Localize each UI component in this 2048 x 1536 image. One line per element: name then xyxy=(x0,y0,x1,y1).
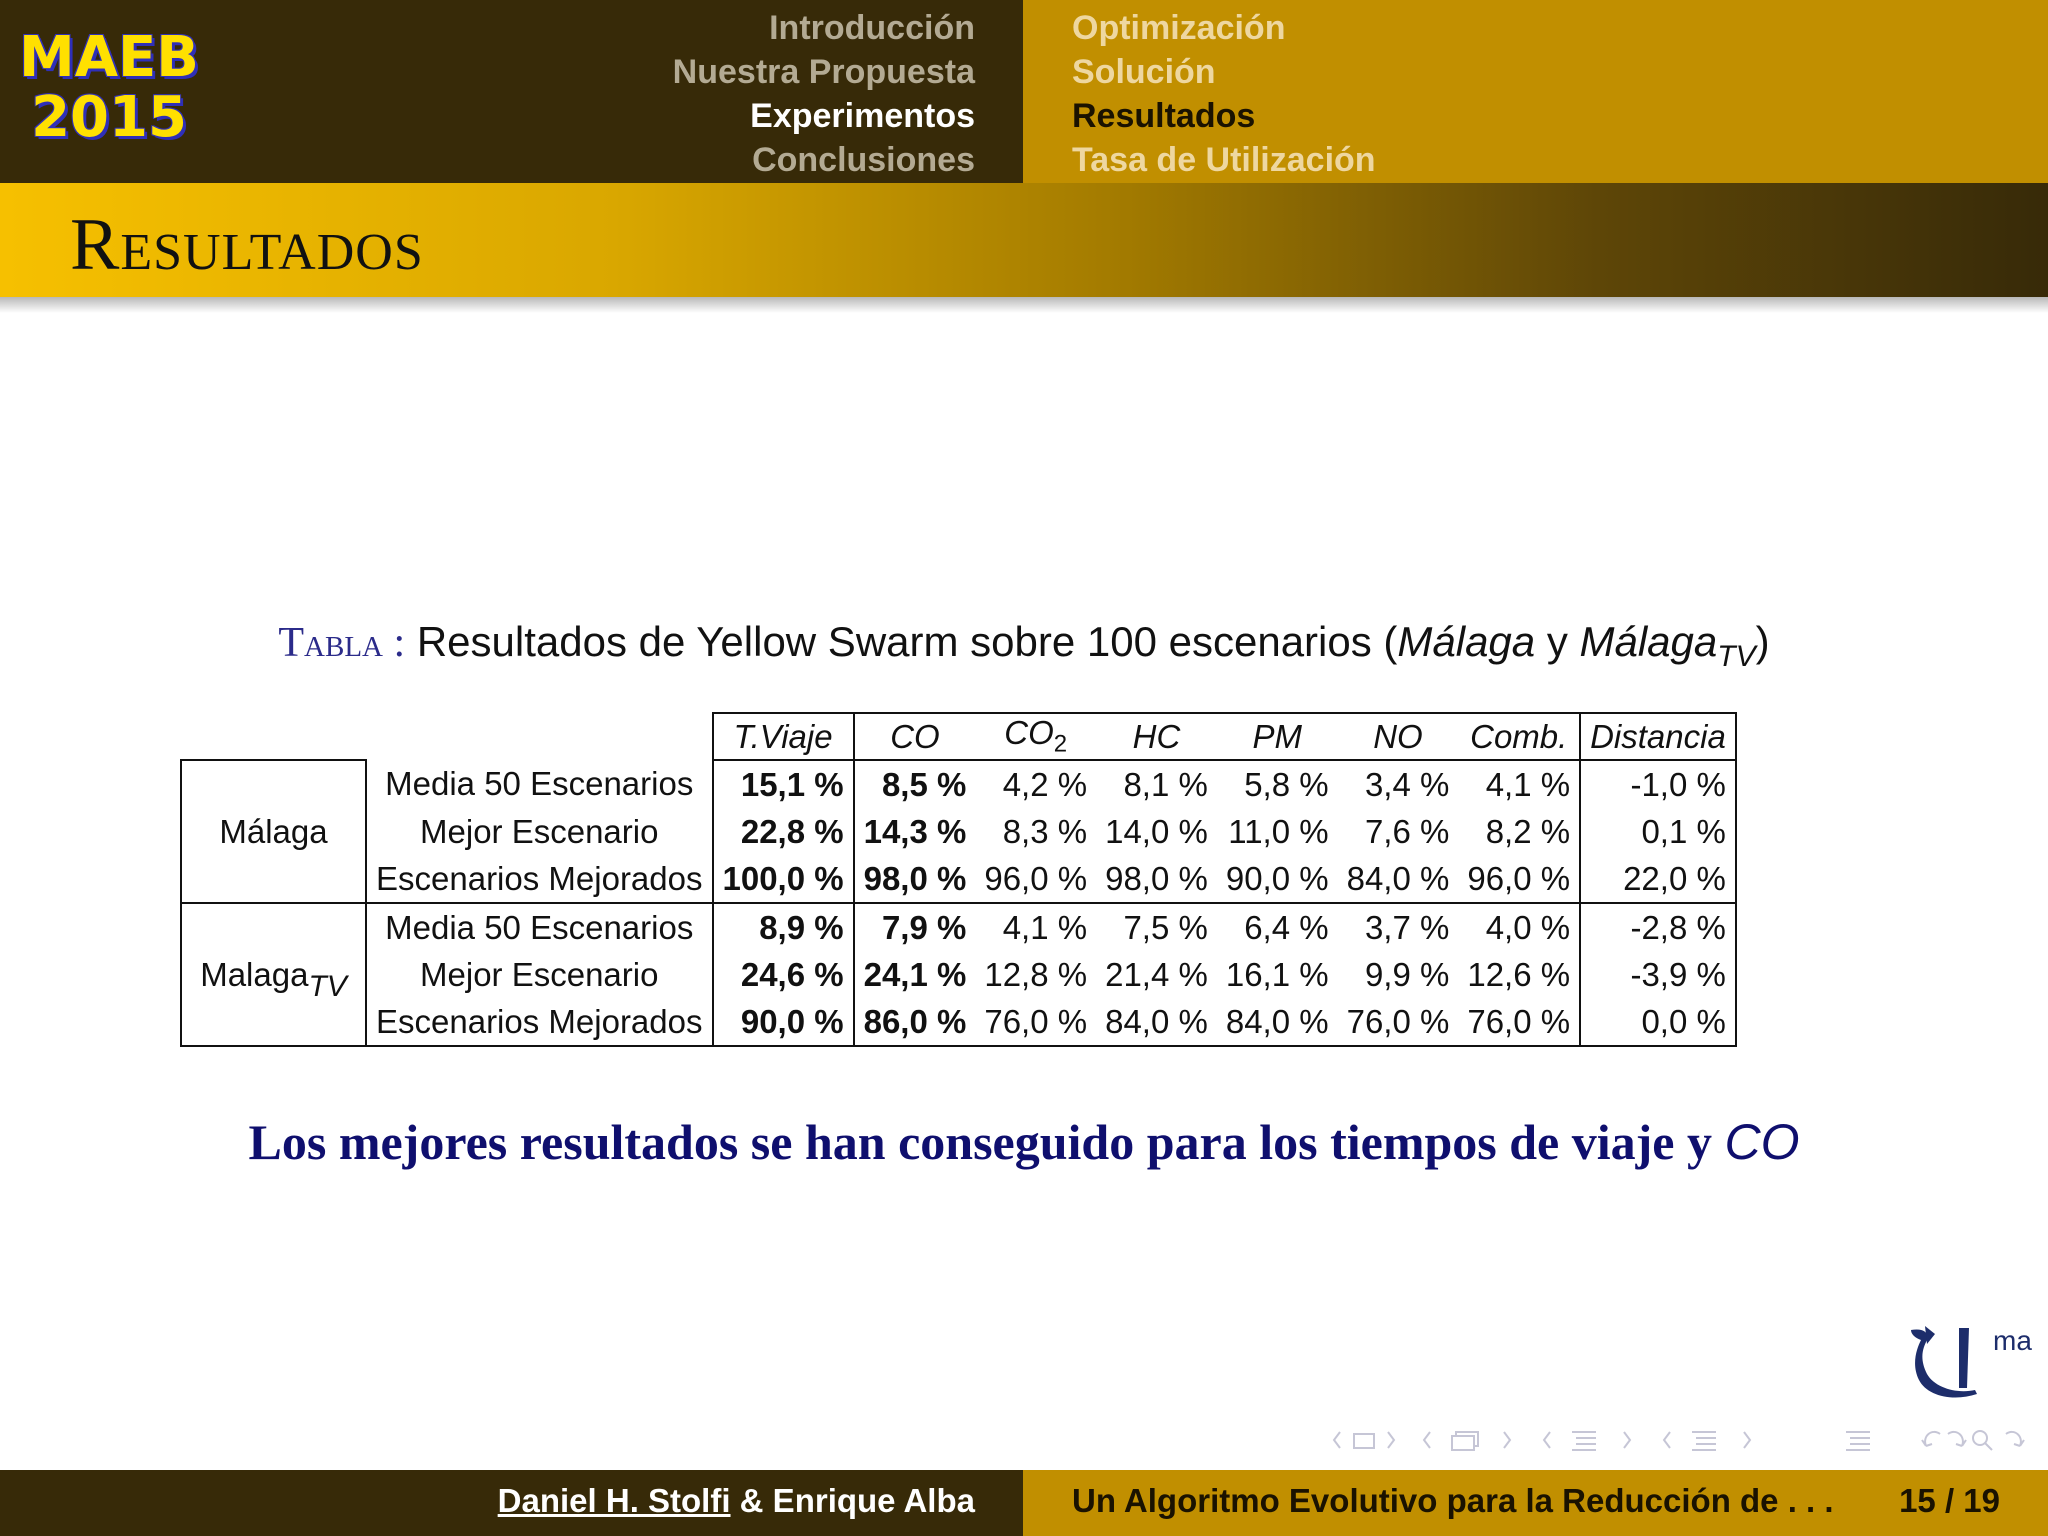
cell-no: 84,0 % xyxy=(1338,855,1459,903)
section-introduccion[interactable]: Introducción xyxy=(769,9,975,47)
cell-pm: 84,0 % xyxy=(1217,998,1338,1046)
nav-section-list-icon[interactable] xyxy=(1838,1422,1878,1458)
caption-mid: y xyxy=(1535,618,1580,665)
cell-hc: 14,0 % xyxy=(1105,812,1208,850)
table-row xyxy=(181,951,1736,998)
caption-end: ) xyxy=(1755,618,1770,665)
column-header-pm: PM xyxy=(1217,713,1338,760)
table-row xyxy=(181,998,1736,1046)
cell-co: 86,0 % xyxy=(854,998,976,1046)
cell-distancia: -3,9 % xyxy=(1580,951,1736,998)
caption-label: Tabla : xyxy=(278,620,406,666)
subsection-tasa-de-utilizacion[interactable]: Tasa de Utilización xyxy=(1072,141,1376,179)
page-number: 15 / 19 xyxy=(1899,1482,2000,1519)
scenario-label: Media 50 Escenarios xyxy=(366,903,713,951)
cell-no: 3,7 % xyxy=(1364,908,1450,946)
column-header-hc: HC xyxy=(1096,713,1217,760)
cell-t-viaje: 100,0 % xyxy=(713,855,854,903)
cell-co: 7,9 % xyxy=(881,908,967,946)
cell-co2: 4,2 % xyxy=(1002,765,1088,803)
university-logo xyxy=(1905,1318,2035,1408)
cell-comb: 12,6 % xyxy=(1458,951,1580,998)
scenario-label: Mejor Escenario xyxy=(366,808,713,855)
cell-co2: 4,1 % xyxy=(1002,908,1088,946)
section-nuestra-propuesta[interactable]: Nuestra Propuesta xyxy=(672,53,975,91)
scenario-label: Escenarios Mejorados xyxy=(366,998,713,1046)
cell-distancia: -2,8 % xyxy=(1580,903,1736,951)
cell-distancia: -1,0 % xyxy=(1580,760,1736,808)
section-navigation xyxy=(673,6,975,182)
group-label-text: Malaga xyxy=(200,955,309,993)
subsection-resultados[interactable]: Resultados xyxy=(1072,97,1256,135)
cell-comb: 8,2 % xyxy=(1458,808,1580,855)
column-header-t-viaje: T.Viaje xyxy=(713,713,854,760)
table-caption xyxy=(0,612,2048,673)
cell-comb: 4,1 % xyxy=(1458,760,1580,808)
scenario-label: Escenarios Mejorados xyxy=(366,855,713,903)
conclusion-text: Los mejores resultados se han conseguido para los tiempos de viaje y xyxy=(248,1114,1725,1170)
cell-pm: 5,8 % xyxy=(1244,765,1329,803)
cell-pm: 90,0 % xyxy=(1217,855,1338,903)
cell-hc: 7,5 % xyxy=(1123,908,1208,946)
cell-t-viaje: 90,0 % xyxy=(713,998,854,1046)
cell-comb: 96,0 % xyxy=(1458,855,1580,903)
column-header-comb: Comb. xyxy=(1458,713,1580,760)
cell-pm: 11,0 % xyxy=(1228,812,1329,850)
results-table xyxy=(180,712,1737,1047)
caption-italic-1: Málaga xyxy=(1397,618,1536,665)
cell-co: 98,0 % xyxy=(854,855,976,903)
conclusion-statement xyxy=(0,1112,2048,1172)
cell-hc: 8,1 % xyxy=(1123,765,1208,803)
cell-distancia: 22,0 % xyxy=(1580,855,1736,903)
cell-no: 3,4 % xyxy=(1364,765,1450,803)
cell-co2: 12,8 % xyxy=(984,955,1088,993)
section-experimentos[interactable]: Experimentos xyxy=(750,97,975,135)
scenario-label: Media 50 Escenarios xyxy=(366,760,713,808)
cell-hc: 98,0 % xyxy=(1096,855,1217,903)
nav-section-icon[interactable] xyxy=(1538,1422,1648,1458)
cell-pm: 6,4 % xyxy=(1244,908,1329,946)
footer-authors xyxy=(498,1482,975,1520)
cell-distancia: 0,1 % xyxy=(1580,808,1736,855)
cell-no: 76,0 % xyxy=(1338,998,1459,1046)
cell-comb: 4,0 % xyxy=(1458,903,1580,951)
nav-back-search-icon[interactable] xyxy=(1918,1422,2028,1458)
logo-line-2: 2015 xyxy=(31,85,187,150)
column-header-distancia: Distancia xyxy=(1580,713,1736,760)
cell-distancia: 0,0 % xyxy=(1580,998,1736,1046)
cell-co: 8,5 % xyxy=(881,765,967,803)
cell-t-viaje: 15,1 % xyxy=(713,760,854,808)
cell-co2: 8,3 % xyxy=(1002,812,1088,850)
section-conclusiones[interactable]: Conclusiones xyxy=(752,141,975,179)
table-header-row xyxy=(181,713,1736,760)
subsection-solucion[interactable]: Solución xyxy=(1072,53,1216,91)
table-row xyxy=(181,760,1736,808)
caption-subscript: TV xyxy=(1717,640,1756,673)
cell-no: 9,9 % xyxy=(1364,955,1450,993)
table-corner-empty xyxy=(366,713,713,760)
column-header-co2 xyxy=(975,713,1096,760)
authors-rest: & Enrique Alba xyxy=(730,1482,975,1519)
nav-doc-icon[interactable] xyxy=(1658,1422,1768,1458)
caption-text: Resultados de Yellow Swarm sobre 100 escenarios ( xyxy=(416,618,1398,665)
cell-co: 14,3 % xyxy=(863,812,967,850)
scenario-label: Mejor Escenario xyxy=(366,951,713,998)
beamer-navigation-symbols xyxy=(1328,1422,2028,1458)
uma-logo-text: ma xyxy=(1993,1325,2032,1356)
cell-co2: 96,0 % xyxy=(975,855,1096,903)
table-corner-empty xyxy=(181,713,366,760)
subsection-optimizacion[interactable]: Optimización xyxy=(1072,9,1286,47)
column-header-co2-subscript: 2 xyxy=(1053,730,1068,758)
cell-t-viaje: 24,6 % xyxy=(713,951,854,998)
cell-pm: 16,1 % xyxy=(1225,955,1329,993)
conclusion-co: CO xyxy=(1724,1114,1800,1170)
uma-logo-icon xyxy=(1905,1318,2035,1408)
column-header-co: CO xyxy=(854,713,976,760)
footer-presentation-title[interactable]: Un Algoritmo Evolutivo para la Reducción de . . . xyxy=(1072,1482,1834,1519)
subsection-navigation xyxy=(1072,6,1376,182)
table-row xyxy=(181,855,1736,903)
table-row xyxy=(181,903,1736,951)
frame-title-shadow xyxy=(0,297,2048,313)
logo-line-1: MAEB xyxy=(18,25,199,90)
cell-t-viaje: 22,8 % xyxy=(713,808,854,855)
author-link[interactable]: Daniel H. Stolfi xyxy=(497,1482,731,1519)
nav-frame-icon[interactable] xyxy=(1328,1422,1408,1458)
cell-hc: 21,4 % xyxy=(1105,955,1208,993)
nav-subsection-icon[interactable] xyxy=(1418,1422,1528,1458)
cell-comb: 76,0 % xyxy=(1458,998,1580,1046)
cell-no: 7,6 % xyxy=(1364,812,1450,850)
cell-co: 24,1 % xyxy=(863,955,967,993)
column-header-co2-label: CO xyxy=(1004,714,1054,752)
cell-hc: 84,0 % xyxy=(1096,998,1217,1046)
frame-title: Resultados xyxy=(70,204,424,286)
cell-co2: 76,0 % xyxy=(975,998,1096,1046)
column-header-no: NO xyxy=(1338,713,1459,760)
cell-t-viaje: 8,9 % xyxy=(713,903,854,951)
group-label-subscript: TV xyxy=(308,969,347,1003)
caption-italic-2: Málaga xyxy=(1579,618,1718,665)
group-label-malaga-tv xyxy=(181,903,366,1046)
group-label-malaga: Málaga xyxy=(181,760,366,903)
conference-logo xyxy=(14,25,204,150)
table-row xyxy=(181,808,1736,855)
